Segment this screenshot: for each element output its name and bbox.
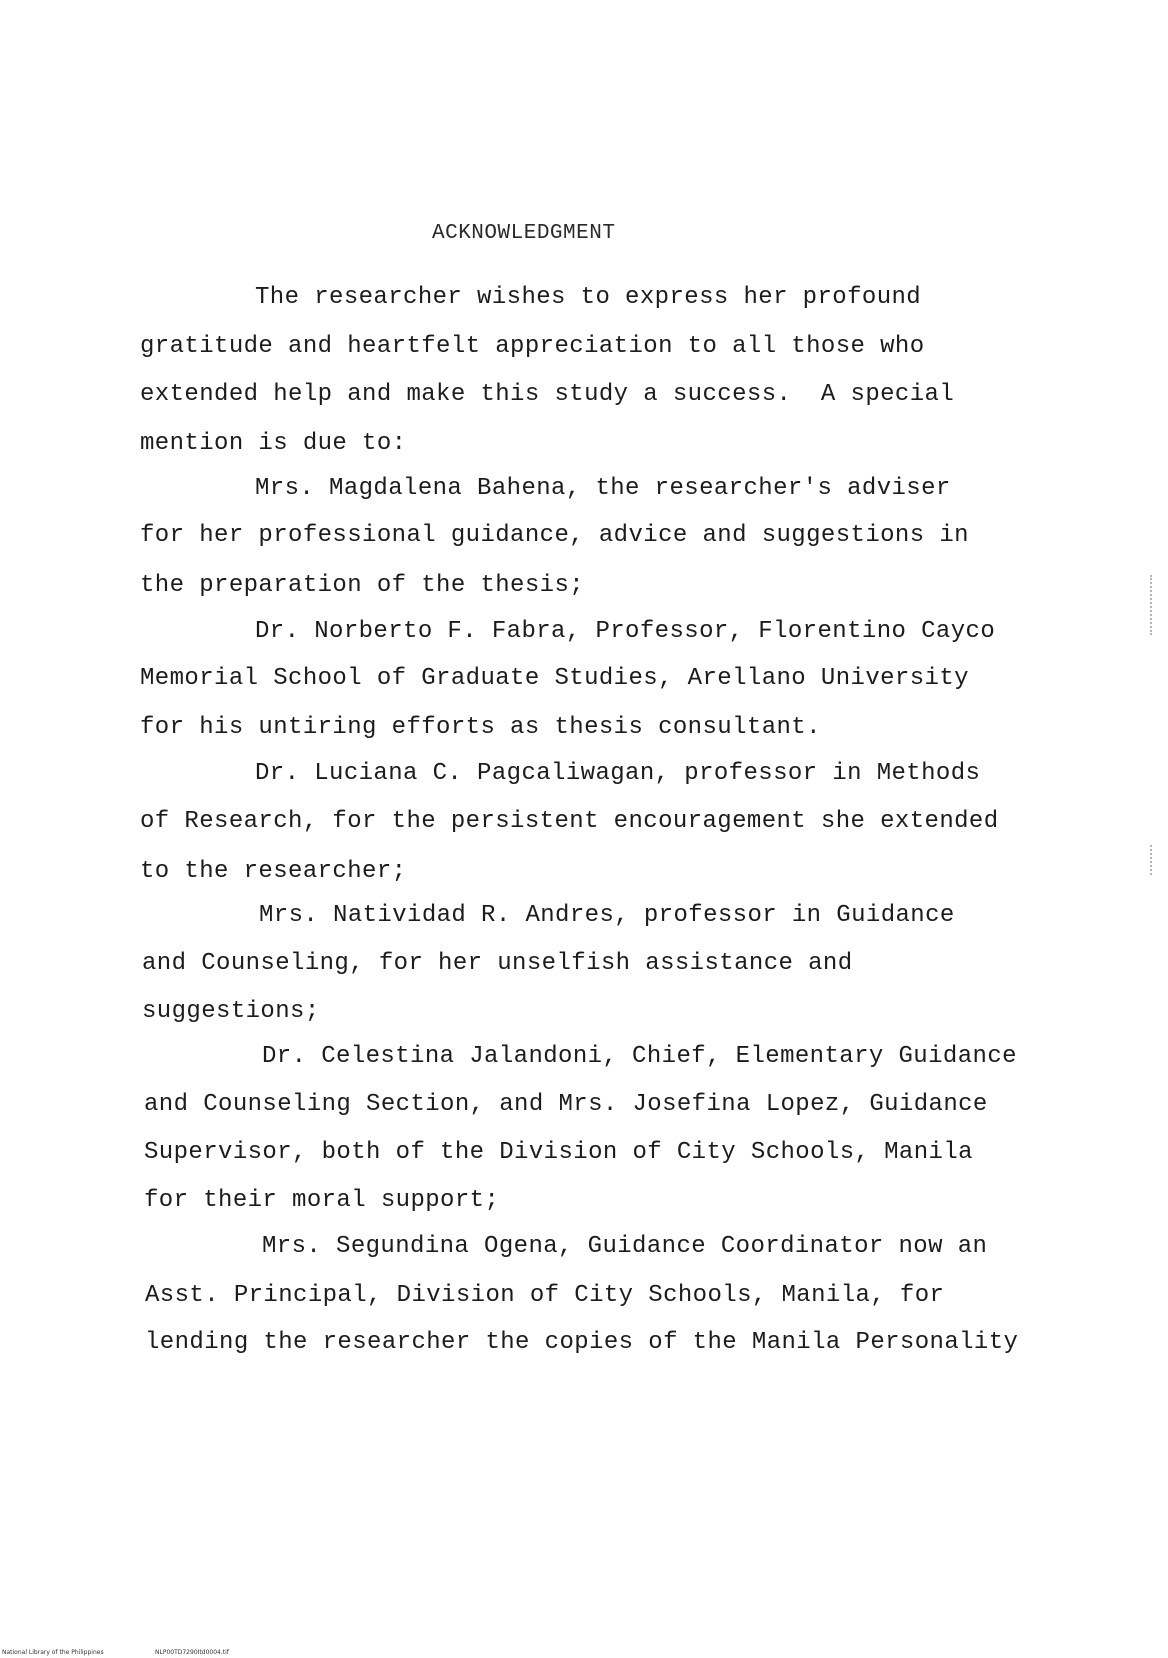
body-line: for her professional guidance, advice and suggestions in [140, 522, 969, 549]
body-line: The researcher wishes to express her profound [255, 284, 922, 311]
body-line: to the researcher; [140, 858, 407, 885]
body-line: of Research, for the persistent encouragement she extended [140, 808, 999, 835]
body-line: suggestions; [142, 998, 320, 1025]
body-line: Dr. Luciana C. Pagcaliwagan, professor in Methods [255, 760, 981, 787]
body-line: and Counseling Section, and Mrs. Josefina Lopez, Guidance [144, 1091, 988, 1118]
body-line: Dr. Norberto F. Fabra, Professor, Florentino Cayco [255, 618, 996, 645]
body-line: Dr. Celestina Jalandoni, Chief, Elementary Guidance [262, 1043, 1017, 1070]
body-line: and Counseling, for her unselfish assistance and [142, 950, 853, 977]
footer-file-id: NLP00TD7290Itd0004.tif [155, 1649, 229, 1656]
body-line: Asst. Principal, Division of City Schools, Manila, for [145, 1282, 945, 1309]
page-title: ACKNOWLEDGMENT [432, 222, 616, 245]
body-line: for his untiring efforts as thesis consultant. [140, 714, 821, 741]
body-line: Mrs. Segundina Ogena, Guidance Coordinator now an [262, 1233, 988, 1260]
body-line: Supervisor, both of the Division of City Schools, Manila [144, 1139, 973, 1166]
body-line: lending the researcher the copies of the Manila Personality [145, 1329, 1019, 1356]
footer-library-label: National Library of the Philippines [2, 1649, 104, 1656]
body-line: Memorial School of Graduate Studies, Arellano University [140, 665, 969, 692]
scan-speck-marks [1150, 575, 1155, 635]
body-line: the preparation of the thesis; [140, 572, 585, 599]
scan-speck-marks [1150, 845, 1155, 875]
body-line: for their moral support; [144, 1187, 500, 1214]
body-line: gratitude and heartfelt appreciation to all those who [140, 333, 925, 360]
body-line: Mrs. Natividad R. Andres, professor in Guidance [259, 902, 955, 929]
body-line: Mrs. Magdalena Bahena, the researcher's adviser [255, 475, 951, 502]
body-line: extended help and make this study a success. A special [140, 381, 955, 408]
body-line: mention is due to: [140, 430, 407, 457]
